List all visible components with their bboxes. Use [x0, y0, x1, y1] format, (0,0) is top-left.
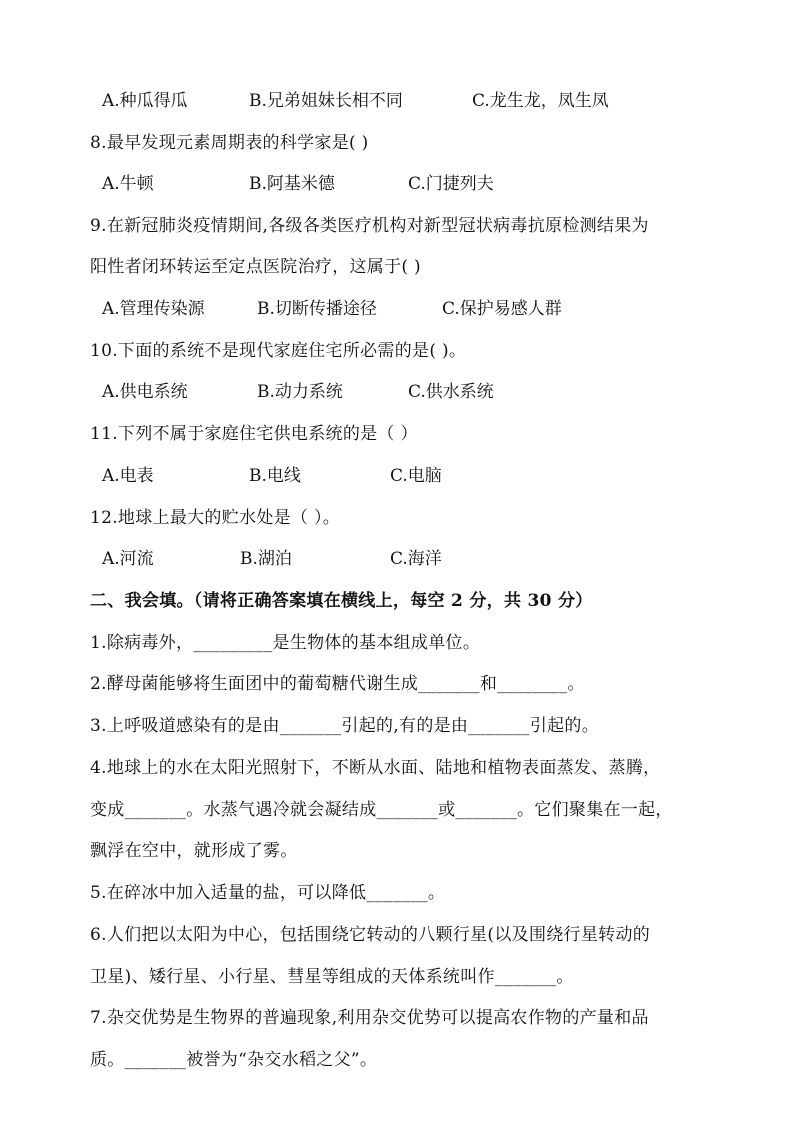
option-b: B.阿基米德 — [249, 174, 335, 194]
question-9: 9.在新冠肺炎疫情期间,各级各类医疗机构对新型冠状病毒抗原检测结果为 — [90, 216, 649, 236]
option-b: B.电线 — [249, 466, 301, 486]
question-8: 8.最早发现元素周期表的科学家是( ) — [90, 133, 369, 153]
option-c: C.供水系统 — [408, 382, 494, 402]
option-a: A.牛顿 — [102, 174, 154, 194]
option-b: B.湖泊 — [240, 549, 292, 569]
option-b: B.切断传播途径 — [257, 299, 377, 319]
question-9-cont: 阳性者闭环转运至定点医院治疗，这属于( ) — [90, 257, 421, 277]
fill-question-3: 3.上呼吸道感染有的是由_______引起的,有的是由_______引起的。 — [90, 716, 600, 736]
option-b: B.动力系统 — [257, 382, 343, 402]
section-heading: 二、我会填。（请将正确答案填在横线上，每空 2 分，共 30 分） — [90, 591, 593, 611]
fill-question-4: 4.地球上的水在太阳光照射下，不断从水面、陆地和植物表面蒸发、蒸腾， — [90, 758, 661, 778]
question-12: 12.地球上最大的贮水处是（ ）。 — [90, 508, 341, 528]
fill-question-7-cont: 质。_______被誉为“杂交水稻之父”。 — [90, 1050, 378, 1070]
option-c: C.电脑 — [390, 466, 442, 486]
option-b: B.兄弟姐妹长相不同 — [249, 91, 403, 111]
fill-question-2: 2.酵母菌能够将生面团中的葡萄糖代谢生成_______和________。 — [90, 674, 585, 694]
option-c: C.龙生龙，凤生凤 — [472, 91, 609, 111]
fill-question-4-cont: 变成_______。水蒸气遇冷就会凝结成_______或_______。它们聚集在一起， — [90, 800, 673, 820]
option-c: C.门捷列夫 — [408, 174, 494, 194]
option-c: C.保护易感人群 — [442, 299, 562, 319]
option-a: A.管理传染源 — [102, 299, 205, 319]
option-a: A.河流 — [102, 549, 154, 569]
option-a: A.种瓜得瓜 — [102, 91, 188, 111]
fill-question-7: 7.杂交优势是生物界的普遍现象,利用杂交优势可以提高农作物的产量和品 — [90, 1008, 649, 1028]
option-a: A.供电系统 — [102, 382, 188, 402]
fill-question-4-cont2: 飘浮在空中，就形成了雾。 — [90, 841, 298, 861]
fill-question-6: 6.人们把以太阳为中心，包括围绕它转动的八颗行星(以及围绕行星转动的 — [90, 925, 651, 945]
fill-question-5: 5.在碎冰中加入适量的盐，可以降低_______。 — [90, 883, 446, 903]
fill-question-6-cont: 卫星)、矮行星、小行星、彗星等组成的天体系统叫作_______。 — [90, 967, 574, 987]
question-11: 11.下列不属于家庭住宅供电系统的是（ ） — [90, 424, 418, 444]
question-10: 10.下面的系统不是现代家庭住宅所必需的是( )。 — [90, 341, 467, 361]
fill-question-1: 1.除病毒外，_________是生物体的基本组成单位。 — [90, 633, 481, 653]
option-c: C.海洋 — [390, 549, 442, 569]
option-a: A.电表 — [102, 466, 154, 486]
